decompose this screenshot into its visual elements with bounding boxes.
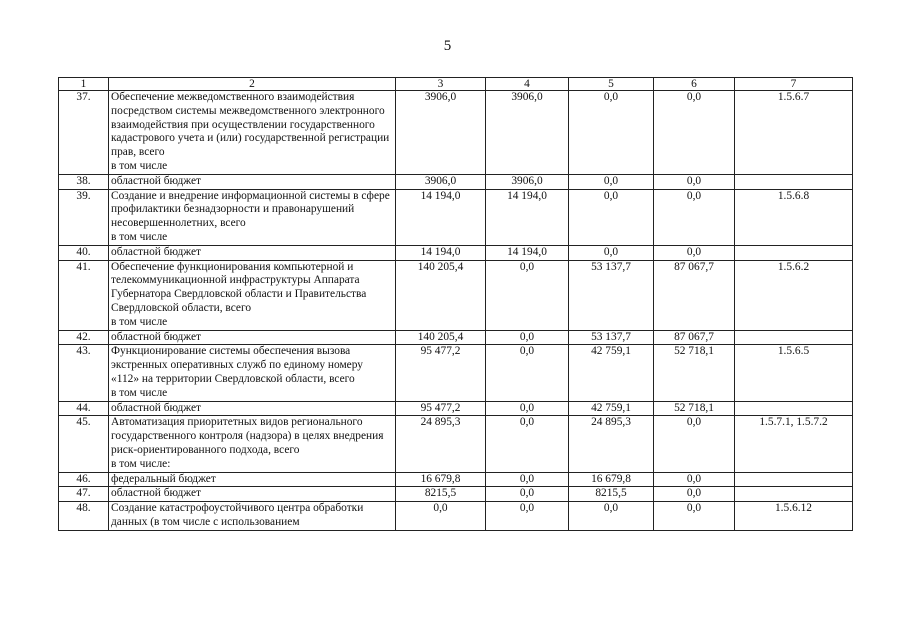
col5-value: 0,0 (569, 91, 654, 175)
header-cell: 5 (569, 78, 654, 91)
col3-value: 3906,0 (396, 174, 486, 189)
table-row (59, 416, 853, 472)
page-number: 5 (443, 38, 452, 54)
col5-value: 42 759,1 (569, 345, 654, 401)
col6-value: 0,0 (654, 91, 735, 175)
row-name: Автоматизация приоритетных видов регионального государственного контроля (надзора) в целях внедрения риск-ориентированного подхода, всего в том числе: (109, 416, 396, 472)
col7-code: 1.5.6.12 (735, 502, 853, 531)
table-row (59, 330, 853, 345)
col6-value: 0,0 (654, 174, 735, 189)
col4-value: 3906,0 (486, 174, 569, 189)
col7-code: 1.5.6.7 (735, 91, 853, 175)
col7-code (735, 487, 853, 502)
row-number: 42. (59, 330, 109, 345)
row-number: 46. (59, 472, 109, 487)
col4-value: 0,0 (486, 502, 569, 531)
col3-value: 95 477,2 (396, 345, 486, 401)
col4-value: 14 194,0 (486, 245, 569, 260)
row-number: 48. (59, 502, 109, 531)
col3-value: 14 194,0 (396, 245, 486, 260)
header-cell: 6 (654, 78, 735, 91)
row-name: областной бюджет (109, 487, 396, 502)
table-row (59, 260, 853, 330)
header-cell: 7 (735, 78, 853, 91)
row-number: 41. (59, 260, 109, 330)
row-name: областной бюджет (109, 401, 396, 416)
col3-value: 3906,0 (396, 91, 486, 175)
table-row (59, 487, 853, 502)
col6-value: 0,0 (654, 487, 735, 502)
table-row (59, 189, 853, 245)
col4-value: 0,0 (486, 345, 569, 401)
col7-code (735, 330, 853, 345)
col4-value: 0,0 (486, 416, 569, 472)
col3-value: 16 679,8 (396, 472, 486, 487)
col7-code (735, 472, 853, 487)
col5-value: 0,0 (569, 245, 654, 260)
col4-value: 14 194,0 (486, 189, 569, 245)
col5-value: 0,0 (569, 502, 654, 531)
col4-value: 3906,0 (486, 91, 569, 175)
table-row (59, 174, 853, 189)
header-cell: 1 (59, 78, 109, 91)
col7-code (735, 401, 853, 416)
col3-value: 95 477,2 (396, 401, 486, 416)
col3-value: 14 194,0 (396, 189, 486, 245)
col6-value: 0,0 (654, 472, 735, 487)
row-name: областной бюджет (109, 330, 396, 345)
col3-value: 8215,5 (396, 487, 486, 502)
col7-code: 1.5.6.5 (735, 345, 853, 401)
header-cell: 4 (486, 78, 569, 91)
budget-table (58, 77, 853, 531)
row-name: Функционирование системы обеспечения вызова экстренных оперативных служб по единому номеру «112» на территории Свердловской области, всего в том числе (109, 345, 396, 401)
col3-value: 140 205,4 (396, 260, 486, 330)
col6-value: 0,0 (654, 245, 735, 260)
row-number: 47. (59, 487, 109, 502)
col5-value: 0,0 (569, 174, 654, 189)
col6-value: 0,0 (654, 416, 735, 472)
col4-value: 0,0 (486, 330, 569, 345)
col7-code: 1.5.7.1, 1.5.7.2 (735, 416, 853, 472)
table-body (59, 91, 853, 531)
col5-value: 8215,5 (569, 487, 654, 502)
col6-value: 87 067,7 (654, 330, 735, 345)
col6-value: 0,0 (654, 189, 735, 245)
table-row (59, 245, 853, 260)
row-number: 37. (59, 91, 109, 175)
col5-value: 42 759,1 (569, 401, 654, 416)
row-name: Создание и внедрение информационной системы в сфере профилактики безнадзорности и правонарушений несовершеннолетних, всего в том числе (109, 189, 396, 245)
col5-value: 24 895,3 (569, 416, 654, 472)
row-name: областной бюджет (109, 245, 396, 260)
table-header-row (59, 78, 853, 91)
col5-value: 16 679,8 (569, 472, 654, 487)
row-number: 38. (59, 174, 109, 189)
row-name: Обеспечение функционирования компьютерной и телекоммуникационной инфраструктуры Аппарата Губернатора Свердловской области и Правительства Свердловской области, всего в том числе (109, 260, 396, 330)
row-name: областной бюджет (109, 174, 396, 189)
table-row (59, 91, 853, 175)
table-row (59, 401, 853, 416)
col5-value: 0,0 (569, 189, 654, 245)
row-name: Обеспечение межведомственного взаимодействия посредством системы межведомственного электронного взаимодействия при осуществлении государственного кадастрового учета и (или) государственной регистрации прав, всего в том числе (109, 91, 396, 175)
col3-value: 0,0 (396, 502, 486, 531)
col5-value: 53 137,7 (569, 260, 654, 330)
col5-value: 53 137,7 (569, 330, 654, 345)
col4-value: 0,0 (486, 472, 569, 487)
col7-code: 1.5.6.2 (735, 260, 853, 330)
header-cell: 3 (396, 78, 486, 91)
row-number: 44. (59, 401, 109, 416)
col4-value: 0,0 (486, 401, 569, 416)
col3-value: 24 895,3 (396, 416, 486, 472)
row-name: Создание катастрофоустойчивого центра обработки данных (в том числе с использованием (109, 502, 396, 531)
col4-value: 0,0 (486, 260, 569, 330)
row-number: 45. (59, 416, 109, 472)
col7-code (735, 245, 853, 260)
col4-value: 0,0 (486, 487, 569, 502)
table-row (59, 345, 853, 401)
col7-code: 1.5.6.8 (735, 189, 853, 245)
col6-value: 87 067,7 (654, 260, 735, 330)
col6-value: 52 718,1 (654, 401, 735, 416)
row-number: 43. (59, 345, 109, 401)
col6-value: 52 718,1 (654, 345, 735, 401)
row-number: 40. (59, 245, 109, 260)
row-name: федеральный бюджет (109, 472, 396, 487)
col3-value: 140 205,4 (396, 330, 486, 345)
table-row (59, 502, 853, 531)
col7-code (735, 174, 853, 189)
row-number: 39. (59, 189, 109, 245)
col6-value: 0,0 (654, 502, 735, 531)
header-cell: 2 (109, 78, 396, 91)
table-row (59, 472, 853, 487)
